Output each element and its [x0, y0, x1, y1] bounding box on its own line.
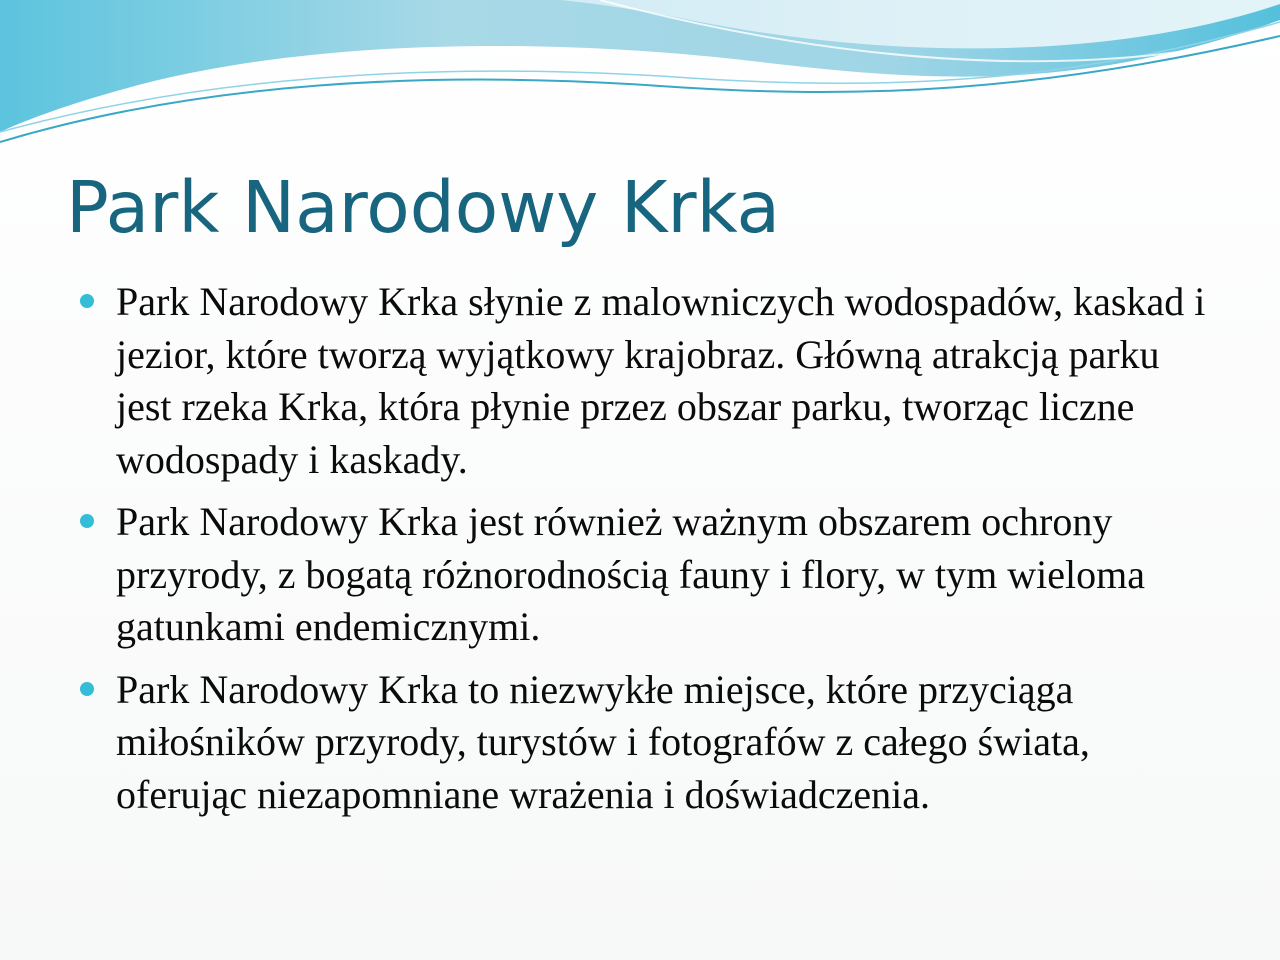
bullet-text: Park Narodowy Krka jest również ważnym obszarem ochrony przyrody, z bogatą różnorodnością fauny i flory, w tym wieloma gatunkami endemicznymi. — [116, 499, 1145, 649]
slide-title: Park Narodowy Krka — [66, 166, 780, 249]
bullet-item — [74, 276, 1224, 486]
bullet-icon — [80, 514, 94, 528]
bullet-icon — [80, 294, 94, 308]
bullet-item — [74, 496, 1224, 654]
bullet-text: Park Narodowy Krka słynie z malowniczych wodospadów, kaskad i jezior, które tworzą wyjątkowy krajobraz. Główną atrakcją parku jest rzeka Krka, która płynie przez obszar parku, tworząc liczne wodospady i kaskady. — [116, 279, 1206, 482]
header-wave-decoration — [0, 0, 1280, 160]
bullet-text: Park Narodowy Krka to niezwykłe miejsce, które przyciąga miłośników przyrody, turystów i fotografów z całego świata, oferując niezapomniane wrażenia i doświadczenia. — [116, 666, 1090, 817]
bullet-list — [74, 276, 1224, 831]
bullet-icon — [80, 682, 94, 696]
bullet-item — [74, 664, 1224, 822]
